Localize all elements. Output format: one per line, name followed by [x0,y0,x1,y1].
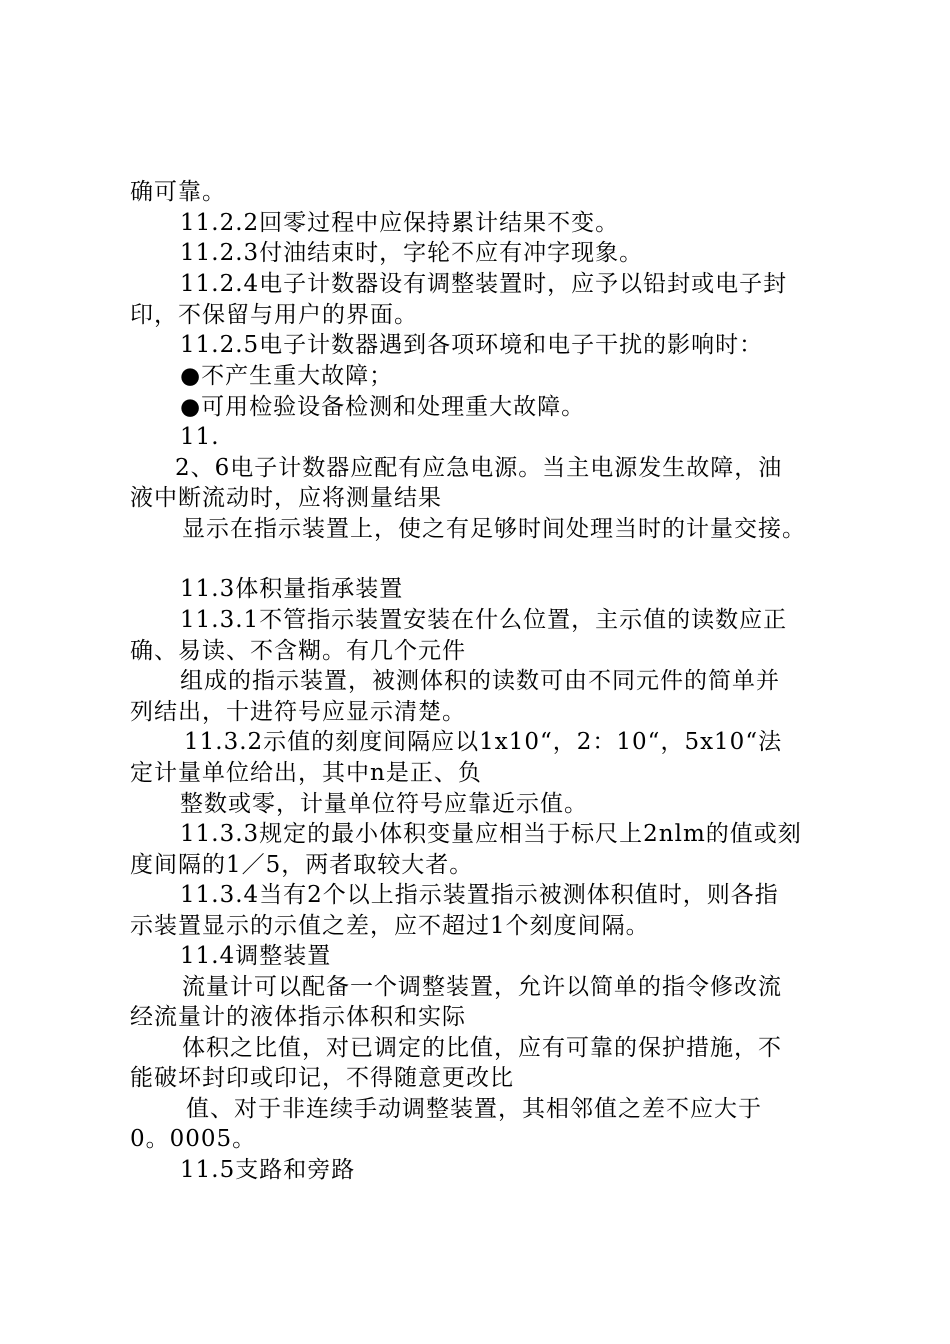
text-line: 印，不保留与用户的界面。 [130,302,418,328]
text-line: 11.2.2回零过程中应保持累计结果不变。 [180,210,620,236]
text-line: 11.2.3付油结束时，字轮不应有冲字现象。 [180,240,644,266]
text-line: 液中断流动时，应将测量结果 [130,485,442,511]
text-line: 11.2.5电子计数器遇到各项环境和电子干扰的影响时： [180,332,764,358]
section-heading: 11.4调整装置 [180,943,332,969]
text-line: 经流量计的液体指示体积和实际 [130,1004,466,1030]
text-line: 显示在指示装置上，使之有足够时间处理当时的计量交接。 [182,516,806,542]
text-line: 11.3.1不管指示装置安装在什么位置，主示值的读数应正 [180,607,788,633]
text-line: 11.3.4当有2个以上指示装置指示被测体积值时，则各指 [180,882,779,908]
text-line: 度间隔的1／5，两者取较大者。 [130,852,474,878]
text-line: 11. [180,424,220,450]
text-line: 组成的指示装置，被测体积的读数可由不同元件的简单并 [180,668,780,694]
text-line: 示装置显示的示值之差，应不超过1个刻度间隔。 [130,913,650,939]
text-line: 体积之比值，对已调定的比值，应有可靠的保护措施，不 [182,1035,782,1061]
text-line: 2、6电子计数器应配有应急电源。当主电源发生故障，油 [175,455,783,481]
text-line: 确可靠。 [130,179,226,205]
text-line: 11.3.2示值的刻度间隔应以1x10“，2：10“，5x10“法 [184,729,783,755]
text-line: 列结出，十进符号应显示清楚。 [130,699,466,725]
text-line: 整数或零，计量单位符号应靠近示值。 [180,791,588,817]
text-line: 0。0005。 [130,1126,257,1152]
bullet-item: ●不产生重大故障； [180,363,394,389]
text-line: 11.2.4电子计数器设有调整装置时，应予以铅封或电子封 [180,271,788,297]
text-line: 确、易读、不含糊。有几个元件 [130,638,466,664]
text-line: 11.3.3规定的最小体积变量应相当于标尺上2nlm的值或刻 [180,821,802,847]
text-line: 能破坏封印或印记，不得随意更改比 [130,1065,514,1091]
bullet-item: ●可用检验设备检测和处理重大故障。 [180,394,586,420]
text-line: 定计量单位给出，其中n是正、负 [130,760,482,786]
text-line: 流量计可以配备一个调整装置，允许以简单的指令修改流 [182,974,782,1000]
section-heading: 11.3体积量指承装置 [180,576,404,602]
text-line: 值、对于非连续手动调整装置，其相邻值之差不应大于 [186,1096,762,1122]
section-heading: 11.5支路和旁路 [180,1157,356,1183]
